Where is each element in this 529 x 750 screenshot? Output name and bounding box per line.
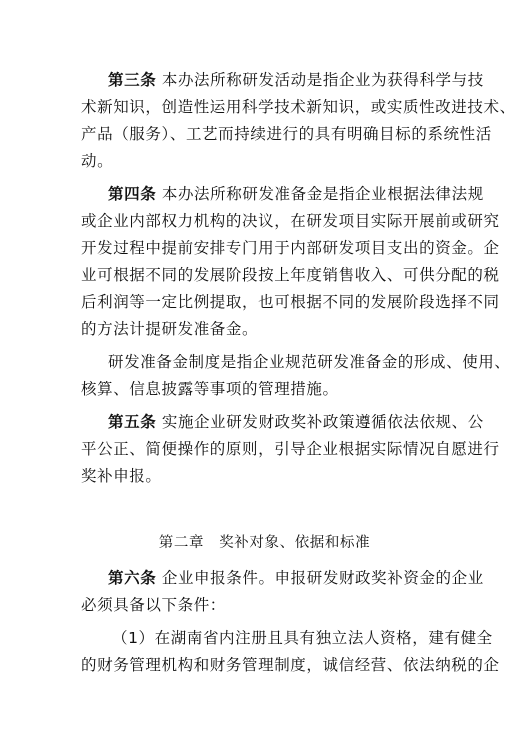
article4-line-2: 或企业内部权力机构的决议，在研发项目实际开展前或研究 [81, 212, 500, 230]
condition1-line-2: 的财务管理机构和财务管理制度，诚信经营、依法纳税的企 [81, 656, 500, 674]
article4-line-5: 后利润等一定比例提取，也可根据不同的发展阶段选择不同 [81, 293, 500, 311]
condition1-line-1: （1）在湖南省内注册且具有独立法人资格，建有健全 [112, 629, 493, 647]
article6-line-1 [108, 568, 484, 588]
article4-text-1: 本办法所称研发准备金是指企业根据法律法规 [161, 185, 484, 203]
article4-line-3: 开发过程中提前安排专门用于内部研发项目支出的资金。企 [81, 239, 500, 257]
article5-line-2: 平公正、简便操作的原则，引导企业根据实际情况自愿进行 [81, 440, 500, 458]
article3-line-1 [108, 70, 484, 90]
article4-line-6: 的方法计提研发准备金。 [81, 320, 259, 338]
article3-label: 第三条 [108, 71, 157, 89]
article6-text-1: 企业申报条件。申报研发财政奖补资金的企业 [161, 569, 484, 587]
article3-text-1: 本办法所称研发活动是指企业为获得科学与技 [161, 71, 484, 89]
article5-line-3: 奖补申报。 [81, 467, 162, 485]
reserve-line-2: 核算、信息披露等事项的管理措施。 [81, 380, 339, 398]
article5-label: 第五条 [108, 413, 157, 431]
article4-line-4: 业可根据不同的发展阶段按上年度销售收入、可供分配的税 [81, 266, 500, 284]
article4-line-1 [108, 184, 484, 204]
article3-line-3: 产品（服务）、工艺而持续进行的具有明确目标的系统性活 [81, 125, 492, 143]
reserve-line-1: 研发准备金制度是指企业规范研发准备金的形成、使用、 [108, 353, 511, 371]
article4-label: 第四条 [108, 185, 157, 203]
article5-line-1 [108, 412, 484, 432]
article6-label: 第六条 [108, 569, 157, 587]
chapter-heading: 第二章 奖补对象、依据和标准 [158, 535, 371, 551]
article6-line-2: 必须具备以下条件： [81, 596, 226, 614]
article3-line-2: 术新知识，创造性运用科学技术新知识，或实质性改进技术、 [81, 98, 516, 116]
article3-line-4: 动。 [81, 152, 114, 170]
article5-text-1: 实施企业研发财政奖补政策遵循依法依规、公 [161, 413, 484, 431]
